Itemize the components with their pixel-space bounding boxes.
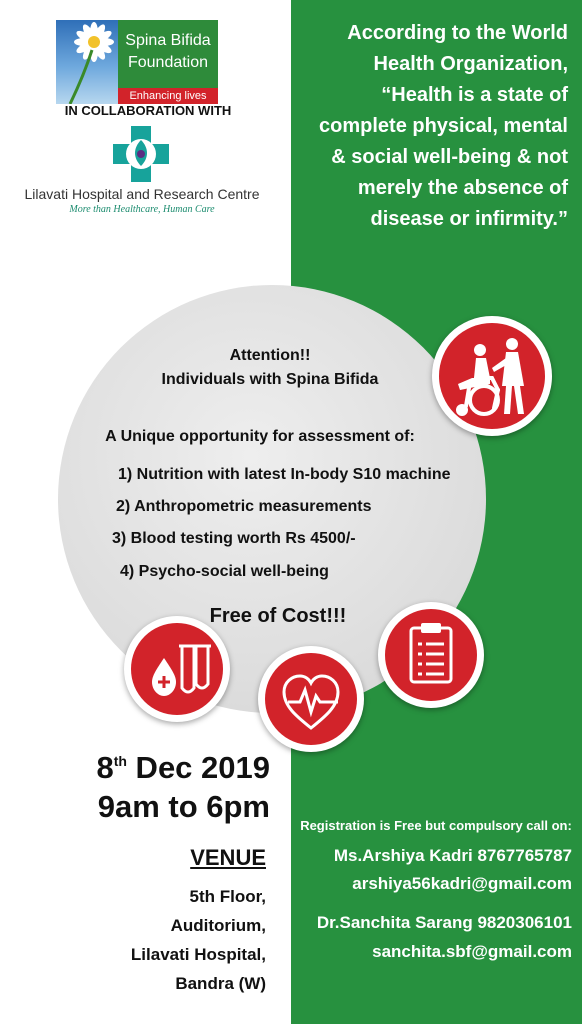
venue-heading: VENUE [190, 845, 266, 870]
date-suffix: th [113, 753, 127, 769]
foundation-tagline: Enhancing lives [129, 90, 207, 102]
event-time: 9am to 6pm [97, 789, 270, 824]
spina-bifida-foundation-logo [56, 20, 218, 104]
venue-line: Auditorium, [170, 916, 266, 935]
lilavati-lotus-icon [113, 126, 169, 182]
who-quote: According to the World Health Organization, “Health is a state of complete physical, mental & social well-being & not merely the absence of disease or infirmity.” [319, 22, 568, 230]
heartbeat-icon [258, 646, 364, 752]
assessment-item: 3) Blood testing worth Rs 4500/- [112, 530, 356, 547]
blood-test-icon [124, 616, 230, 722]
blood-test-badge [124, 616, 230, 722]
wheelchair-icon [432, 316, 552, 436]
audience-text: Individuals with Spina Bifida [161, 371, 379, 388]
assessment-item: 1) Nutrition with latest In-body S10 machine [118, 466, 451, 483]
contact-name-phone: Ms.Arshiya Kadri 8767765787 [333, 846, 572, 865]
contact-name-phone: Dr.Sanchita Sarang 9820306101 [316, 913, 572, 932]
assessment-item: 4) Psycho-social well-being [120, 563, 329, 580]
free-of-cost: Free of Cost!!! [209, 605, 347, 627]
venue-line: Lilavati Hospital, [130, 945, 266, 964]
clipboard-badge [378, 602, 484, 708]
attention-text: Attention!! [229, 347, 311, 364]
venue-line: Bandra (W) [175, 974, 266, 993]
contact-email: arshiya56kadri@gmail.com [352, 874, 572, 893]
date-month-year: Dec 2019 [126, 750, 270, 785]
daisy-icon [56, 20, 118, 104]
event-date [30, 750, 270, 786]
sky-photo [56, 20, 118, 104]
clipboard-icon [378, 602, 484, 708]
foundation-name: Spina Bifida Foundation [125, 32, 211, 71]
assessment-item: 2) Anthropometric measurements [116, 498, 372, 515]
attention-heading [140, 344, 400, 392]
heartbeat-badge [258, 646, 364, 752]
wheelchair-badge [432, 316, 552, 436]
hospital-name: Lilavati Hospital and Research Centre [24, 186, 260, 202]
opportunity-text: A Unique opportunity for assessment of: [105, 428, 415, 445]
contact-email: sanchita.sbf@gmail.com [372, 942, 572, 961]
hospital-tagline: More than Healthcare, Human Care [69, 204, 215, 215]
registration-note: Registration is Free but compulsory call on: [300, 818, 572, 833]
venue-line: 5th Floor, [189, 887, 266, 906]
collaboration-label: IN COLLABORATION WITH [64, 103, 232, 118]
date-day: 8 [96, 750, 114, 785]
